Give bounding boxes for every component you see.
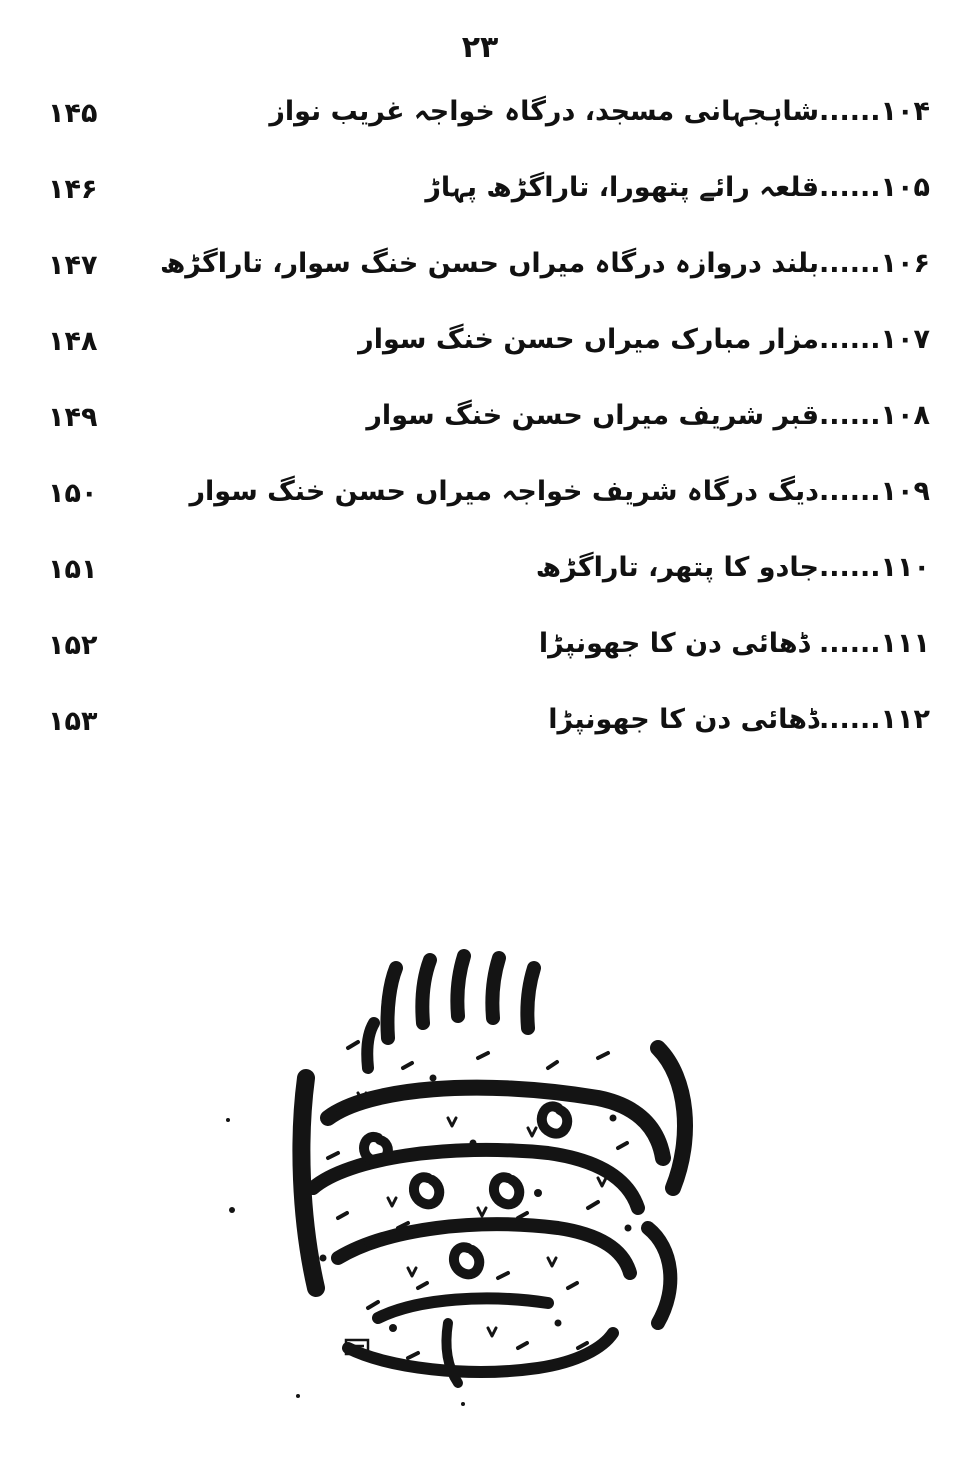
toc-entry-title: ۱۰۴......شاہجہانی مسجد، درگاہ خواجہ غریب نواز — [269, 96, 930, 127]
toc-row — [40, 86, 940, 162]
toc-row — [40, 694, 940, 770]
toc-entry-title: ۱۰۹......دیگ درگاہ شریف خواجہ میراں حسن خنگ سوار — [189, 476, 930, 507]
toc-row — [40, 466, 940, 542]
toc-entry-page: ۱۵۰ — [48, 478, 98, 509]
toc-entry-title: ۱۱۰......جادو کا پتھر، تاراگڑھ — [535, 552, 930, 583]
toc-entry-page: ۱۴۹ — [48, 402, 98, 433]
calligraphy-seal-drawing — [218, 928, 718, 1408]
toc-entry-page: ۱۴۷ — [48, 250, 98, 281]
toc-entry-page: ۱۴۸ — [48, 326, 98, 357]
toc-entry-title: ۱۰۵......قلعہ رائے پتھورا، تاراگڑھ پہاڑ — [425, 172, 930, 203]
toc-entry-title: ۱۰۷......مزار مبارک میراں حسن خنگ سوار — [358, 324, 930, 355]
toc-row — [40, 238, 940, 314]
toc-row — [40, 618, 940, 694]
toc-entry-page: ۱۴۶ — [48, 174, 98, 205]
toc-entry-page: ۱۴۵ — [48, 98, 98, 129]
toc-row — [40, 542, 940, 618]
toc-entry-title: ۱۰۶......بلند دروازہ درگاہ میراں حسن خنگ سوار، تاراگڑھ — [159, 248, 930, 279]
toc-entry-page: ۱۵۱ — [48, 554, 98, 585]
toc-row — [40, 162, 940, 238]
toc-row — [40, 314, 940, 390]
toc-entry-title: ۱۱۲......ڈھائی دن کا جھونپڑا — [548, 704, 930, 735]
page-number: ۲۳ — [461, 30, 499, 65]
toc-entry-page: ۱۵۲ — [48, 630, 98, 661]
toc-entry-title: ۱۰۸......قبر شریف میراں حسن خنگ سوار — [366, 400, 930, 431]
table-of-contents — [40, 86, 940, 770]
calligraphy-seal — [218, 928, 718, 1408]
toc-entry-title: ۱۱۱...... ڈھائی دن کا جھونپڑا — [538, 628, 930, 659]
toc-row — [40, 390, 940, 466]
toc-entry-page: ۱۵۳ — [48, 706, 98, 737]
